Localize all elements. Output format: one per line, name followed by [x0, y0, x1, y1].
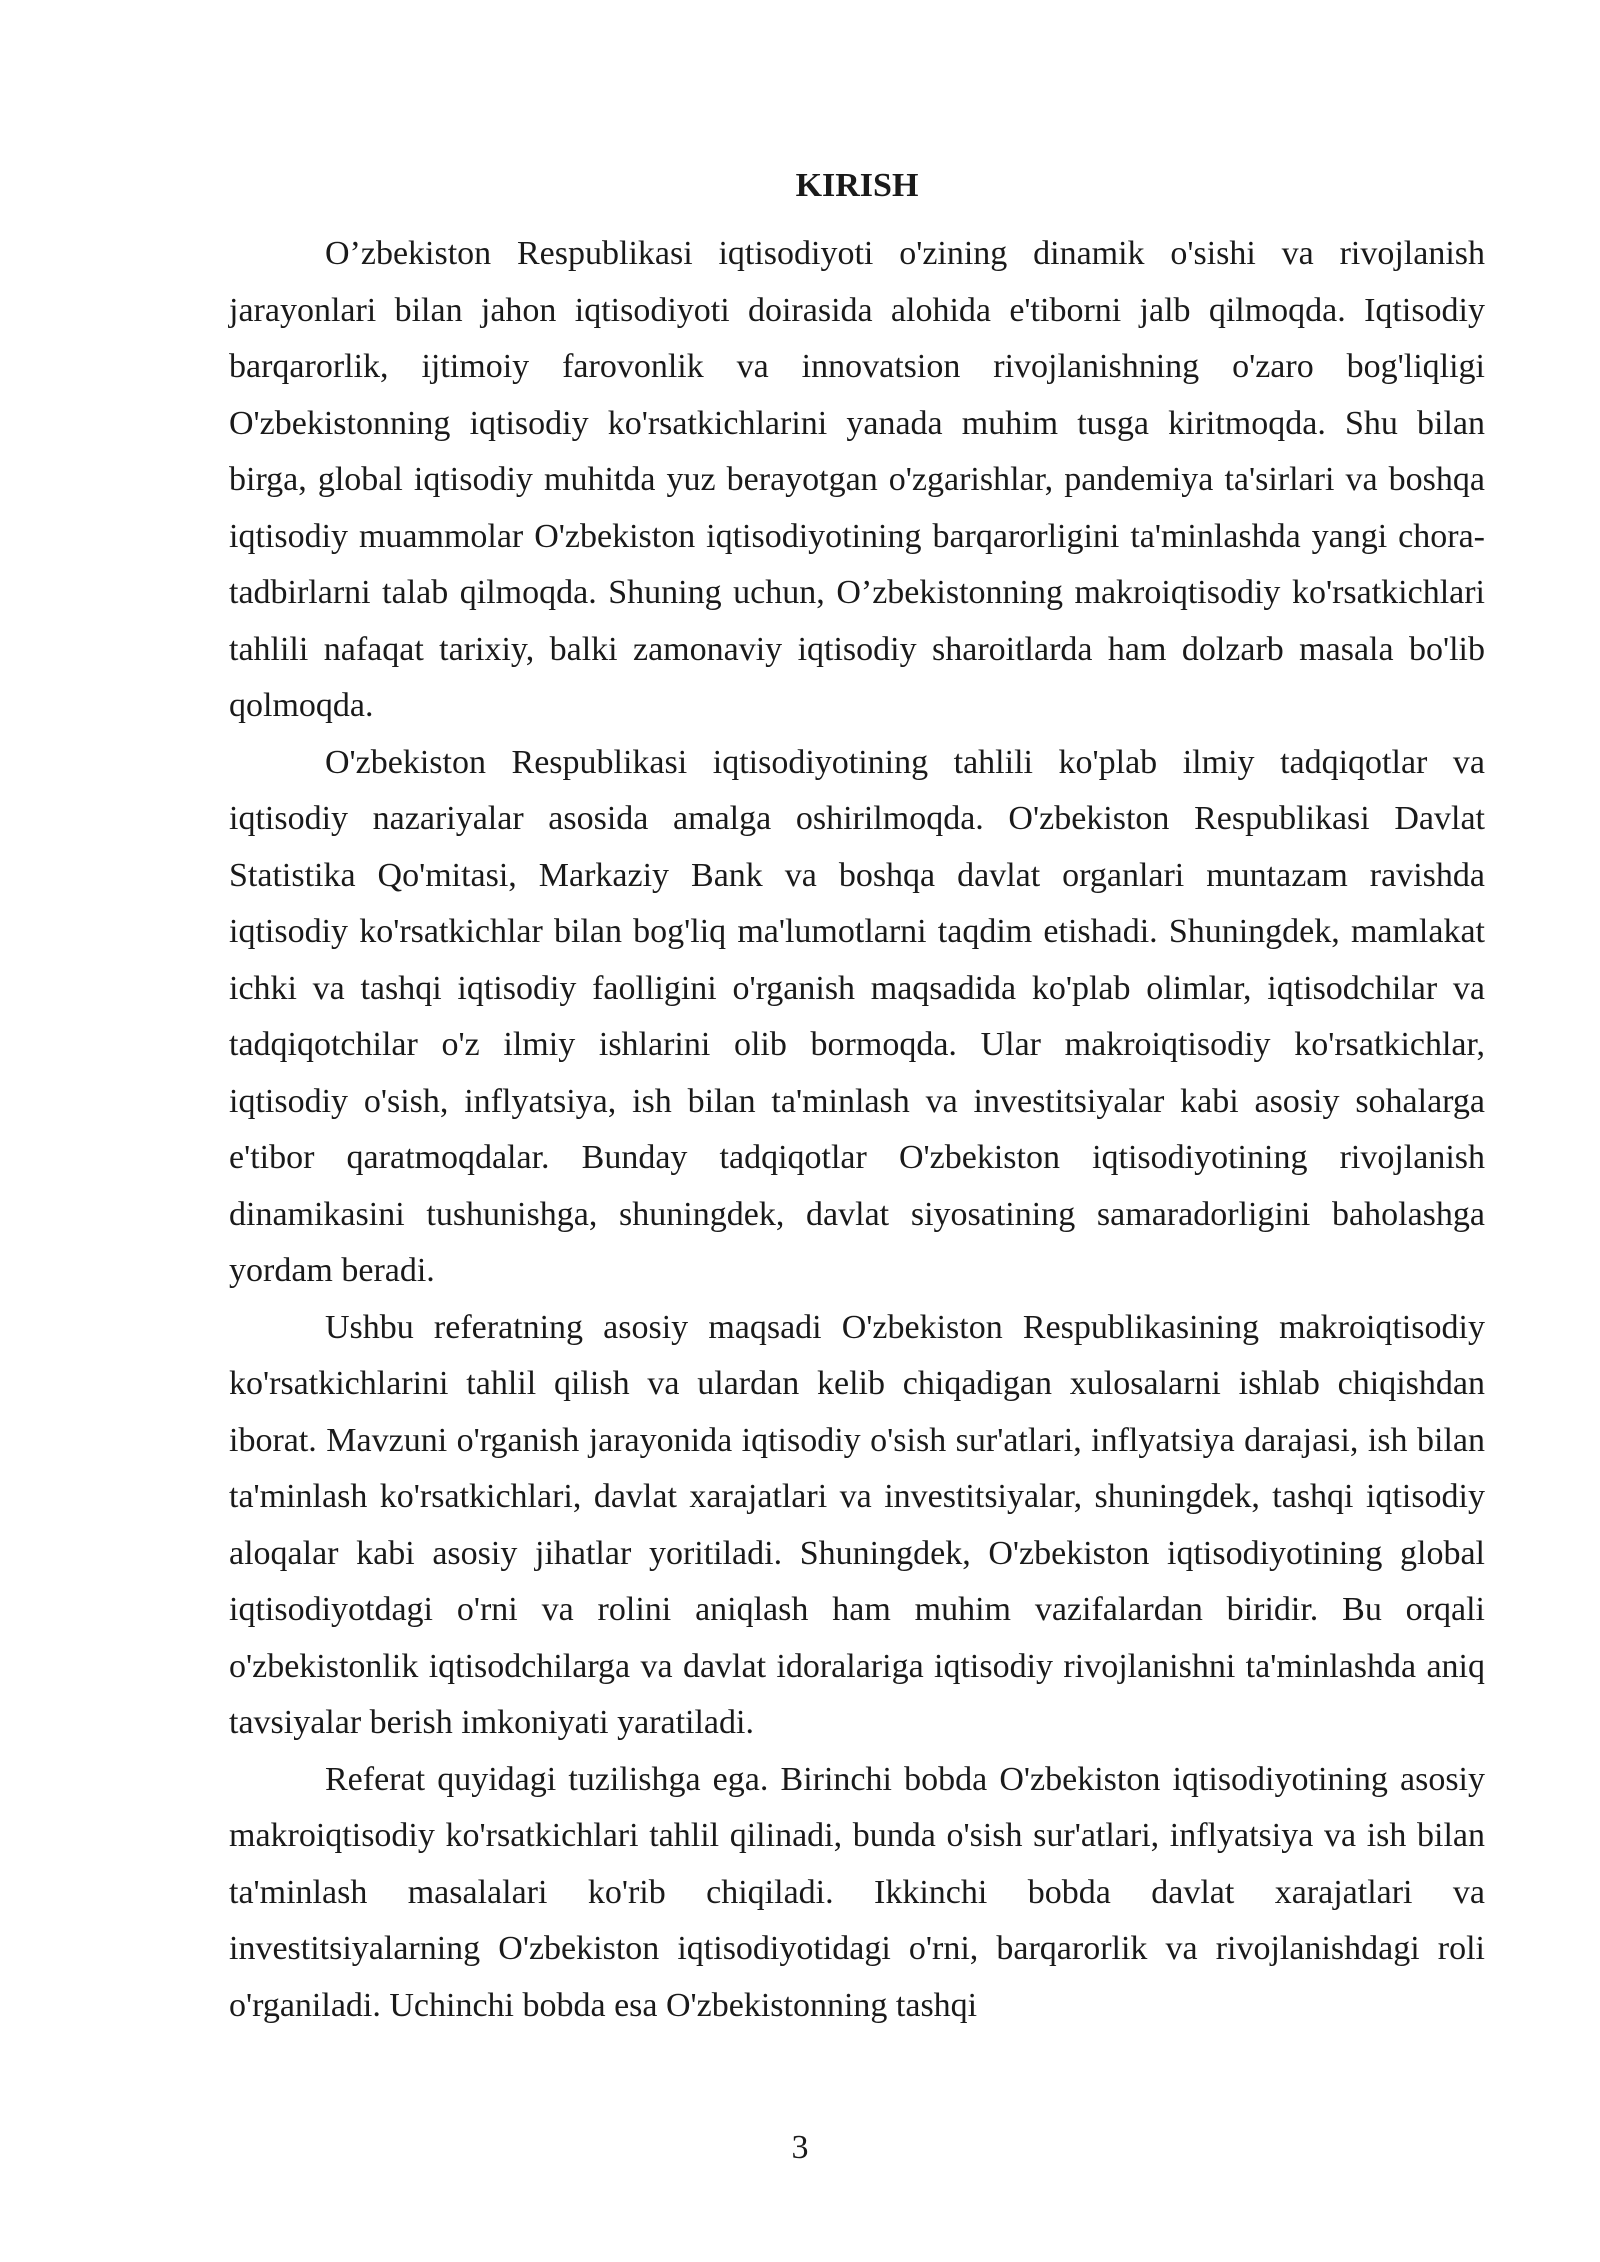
paragraph-4: Referat quyidagi tuzilishga ega. Birinchi bobda O'zbekiston iqtisodiyotining asosiy makroiqtisodiy ko'rsatkichlari tahlil qilinadi, bunda o'sish sur'atlari, inflyatsiya va ish bilan ta'minlash masalalari ko'rib chiqiladi. Ikkinchi bobda davlat xarajatlari va investitsiyalarning O'zbekiston iqtisodiyotidagi o'rni, barqarorlik va rivojlanishdagi roli o'rganiladi. Uchinchi bobda esa O'zbekistonning tashqi: [229, 1760, 1485, 2024]
paragraph-2: O'zbekiston Respublikasi iqtisodiyotining tahlili ko'plab ilmiy tadqiqotlar va iqtisodiy nazariyalar asosida amalga oshirilmoqda. O'zbekiston Respublikasi Davlat Statistika Qo'mitasi, Markaziy Bank va boshqa davlat organlari muntazam ravishda iqtisodiy ko'rsatkichlar bilan bog'liq ma'lumotlarni taqdim etishadi. Shuningdek, mamlakat ichki va tashqi iqtisodiy faolligini o'rganish maqsadida ko'plab olimlar, iqtisodchilar va tadqiqotchilar o'z ilmiy ishlarini olib bormoqda. Ular makroiqtisodiy ko'rsatkichlar, iqtisodiy o'sish, inflyatsiya, ish bilan ta'minlash va investitsiyalar kabi asosiy sohalarga e'tibor qaratmoqdalar. Bunday tadqiqotlar O'zbekiston iqtisodiyotining rivojlanish dinamikasini tushunishga, shuningdek, davlat siyosatining samaradorligini baholashga yordam beradi.: [229, 743, 1485, 1289]
paragraph-3: Ushbu referatning asosiy maqsadi O'zbekiston Respublikasining makroiqtisodiy ko'rsatkichlarini tahlil qilish va ulardan kelib chiqadigan xulosalarni ishlab chiqishdan iborat. Mavzuni o'rganish jarayonida iqtisodiy o'sish sur'atlari, inflyatsiya darajasi, ish bilan ta'minlash ko'rsatkichlari, davlat xarajatlari va investitsiyalar, shuningdek, tashqi iqtisodiy aloqalar kabi asosiy jihatlar yoritiladi. Shuningdek, O'zbekiston iqtisodiyotining global iqtisodiyotdagi o'rni va rolini aniqlash ham muhim vazifalardan biridir. Bu orqali o'zbekistonlik iqtisodchilarga va davlat idoralariga iqtisodiy rivojlanishni ta'minlashda aniq tavsiyalar berish imkoniyati yaratiladi.: [229, 1308, 1485, 1741]
page-number: 3: [791, 2129, 809, 2166]
section-title: KIRISH: [795, 167, 919, 204]
document-page: [229, 160, 1485, 2034]
paragraph-1: O’zbekiston Respublikasi iqtisodiyoti o'zining dinamik o'sishi va rivojlanish jarayonlari bilan jahon iqtisodiyoti doirasida alohida e'tiborni jalb qilmoqda. Iqtisodiy barqarorlik, ijtimoiy farovonlik va innovatsion rivojlanishning o'zaro bog'liqligi O'zbekistonning iqtisodiy ko'rsatkichlarini yanada muhim tusga kiritmoqda. Shu bilan birga, global iqtisodiy muhitda yuz berayotgan o'zgarishlar, pandemiya ta'sirlari va boshqa iqtisodiy muammolar O'zbekiston iqtisodiyotining barqarorligini ta'minlashda yangi chora-tadbirlarni talab qilmoqda. Shuning uchun, O’zbekistonning makroiqtisodiy ko'rsatkichlari tahlili nafaqat tarixiy, balki zamonaviy iqtisodiy sharoitlarda ham dolzarb masala bo'lib qolmoqda.: [229, 235, 1485, 724]
